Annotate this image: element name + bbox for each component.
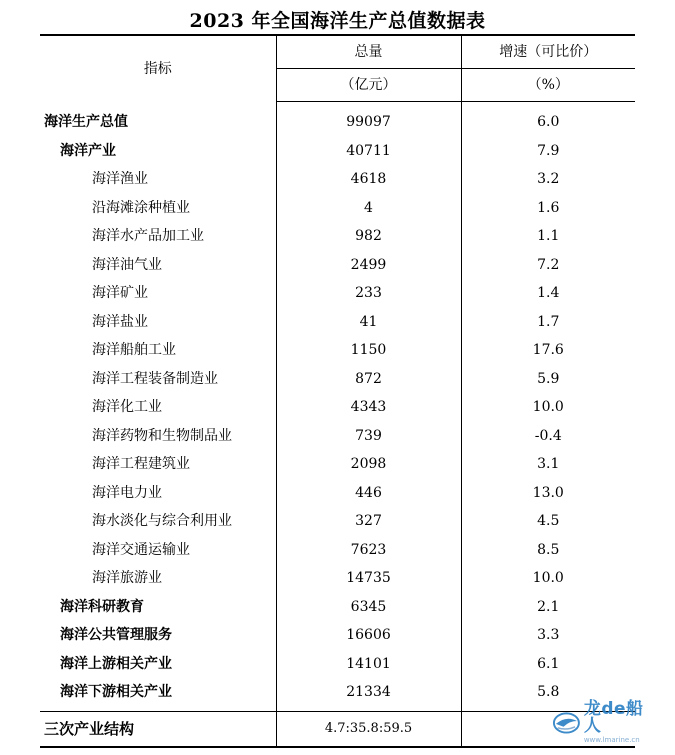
row-label: 海洋盐业 bbox=[40, 308, 276, 337]
row-growth: 1.4 bbox=[537, 285, 560, 302]
row-total: 21334 bbox=[276, 678, 461, 711]
table-row bbox=[40, 564, 635, 593]
row-label: 海水淡化与综合利用业 bbox=[40, 507, 276, 536]
row-label: 海洋船舶工业 bbox=[40, 336, 276, 365]
row-growth: 5.8 bbox=[537, 684, 560, 701]
row-label: 海洋渔业 bbox=[40, 165, 276, 194]
row-label: 海洋油气业 bbox=[40, 251, 276, 280]
table-row bbox=[40, 678, 635, 711]
row-label: 海洋药物和生物制品业 bbox=[40, 422, 276, 451]
row-growth: 2.1 bbox=[537, 598, 560, 615]
table-row bbox=[40, 222, 635, 251]
table-row bbox=[40, 279, 635, 308]
table-row bbox=[40, 308, 635, 337]
row-growth: 7.9 bbox=[537, 142, 560, 159]
table-row bbox=[40, 650, 635, 679]
row-label: 海洋工程建筑业 bbox=[40, 450, 276, 479]
row-total: 872 bbox=[276, 365, 461, 394]
structure-label: 三次产业结构 bbox=[40, 711, 276, 747]
header-growth-unit: （%） bbox=[461, 69, 635, 102]
structure-row bbox=[40, 711, 635, 747]
row-growth: 6.1 bbox=[537, 655, 560, 672]
row-growth: 13.0 bbox=[532, 484, 564, 501]
row-label: 沿海滩涂种植业 bbox=[40, 194, 276, 223]
row-total: 1150 bbox=[276, 336, 461, 365]
watermark-url: www.lmarine.cn bbox=[583, 735, 640, 744]
table-row bbox=[40, 102, 635, 137]
table-row bbox=[40, 165, 635, 194]
table-row bbox=[40, 336, 635, 365]
row-growth: 1.1 bbox=[537, 228, 560, 245]
table-row bbox=[40, 593, 635, 622]
row-label: 海洋化工业 bbox=[40, 393, 276, 422]
row-growth: 10.0 bbox=[532, 570, 564, 587]
row-total: 327 bbox=[276, 507, 461, 536]
table-row bbox=[40, 422, 635, 451]
row-growth: 4.5 bbox=[537, 513, 560, 530]
watermark-text: 龙de船人 bbox=[583, 698, 644, 736]
table-row bbox=[40, 621, 635, 650]
row-growth: 17.6 bbox=[532, 342, 564, 359]
header-total: 总量 bbox=[276, 35, 461, 69]
row-total: 7623 bbox=[276, 536, 461, 565]
row-total: 4343 bbox=[276, 393, 461, 422]
row-total: 982 bbox=[276, 222, 461, 251]
row-growth: 6.0 bbox=[537, 114, 560, 131]
row-label: 海洋公共管理服务 bbox=[40, 621, 276, 650]
data-table bbox=[40, 34, 635, 748]
row-growth: 5.9 bbox=[537, 370, 560, 387]
table-footer bbox=[40, 711, 635, 747]
row-label: 海洋交通运输业 bbox=[40, 536, 276, 565]
row-total: 233 bbox=[276, 279, 461, 308]
row-label: 海洋产业 bbox=[40, 137, 276, 166]
row-total: 99097 bbox=[276, 102, 461, 137]
table-header bbox=[40, 35, 635, 102]
header-total-unit: （亿元） bbox=[276, 69, 461, 102]
header-growth: 增速（可比价） bbox=[461, 35, 635, 69]
row-total: 2499 bbox=[276, 251, 461, 280]
table-row bbox=[40, 137, 635, 166]
row-label: 海洋水产品加工业 bbox=[40, 222, 276, 251]
row-label: 海洋矿业 bbox=[40, 279, 276, 308]
row-total: 4618 bbox=[276, 165, 461, 194]
row-growth: 3.3 bbox=[537, 627, 560, 644]
table-body bbox=[40, 102, 635, 712]
row-total: 6345 bbox=[276, 593, 461, 622]
row-label: 海洋旅游业 bbox=[40, 564, 276, 593]
row-total: 4 bbox=[276, 194, 461, 223]
row-total: 16606 bbox=[276, 621, 461, 650]
watermark-logo bbox=[552, 698, 658, 744]
row-total: 14735 bbox=[276, 564, 461, 593]
row-label: 海洋下游相关产业 bbox=[40, 678, 276, 711]
row-growth: 1.7 bbox=[537, 313, 560, 330]
row-growth: 7.2 bbox=[537, 256, 560, 273]
row-label: 海洋电力业 bbox=[40, 479, 276, 508]
table-row bbox=[40, 450, 635, 479]
table-row bbox=[40, 507, 635, 536]
table-row bbox=[40, 536, 635, 565]
row-total: 2098 bbox=[276, 450, 461, 479]
row-total: 14101 bbox=[276, 650, 461, 679]
ship-logo-icon bbox=[552, 709, 581, 735]
row-label: 海洋科研教育 bbox=[40, 593, 276, 622]
row-total: 41 bbox=[276, 308, 461, 337]
row-total: 446 bbox=[276, 479, 461, 508]
row-growth: 3.2 bbox=[537, 171, 560, 188]
row-label: 海洋上游相关产业 bbox=[40, 650, 276, 679]
structure-ratio: 4.7:35.8:59.5 bbox=[276, 711, 461, 747]
row-growth: 1.6 bbox=[537, 199, 560, 216]
row-label: 海洋工程装备制造业 bbox=[40, 365, 276, 394]
row-label: 海洋生产总值 bbox=[40, 102, 276, 137]
table-row bbox=[40, 251, 635, 280]
row-growth: -0.4 bbox=[534, 427, 562, 444]
row-total: 40711 bbox=[276, 137, 461, 166]
row-total: 739 bbox=[276, 422, 461, 451]
page-title: 2023 年全国海洋生产总值数据表 bbox=[189, 10, 486, 32]
header-indicator: 指标 bbox=[40, 35, 276, 102]
table-row bbox=[40, 365, 635, 394]
table-row bbox=[40, 393, 635, 422]
table-row bbox=[40, 194, 635, 223]
row-growth: 3.1 bbox=[537, 456, 560, 473]
row-growth: 10.0 bbox=[532, 399, 564, 416]
row-growth: 8.5 bbox=[537, 541, 560, 558]
table-row bbox=[40, 479, 635, 508]
